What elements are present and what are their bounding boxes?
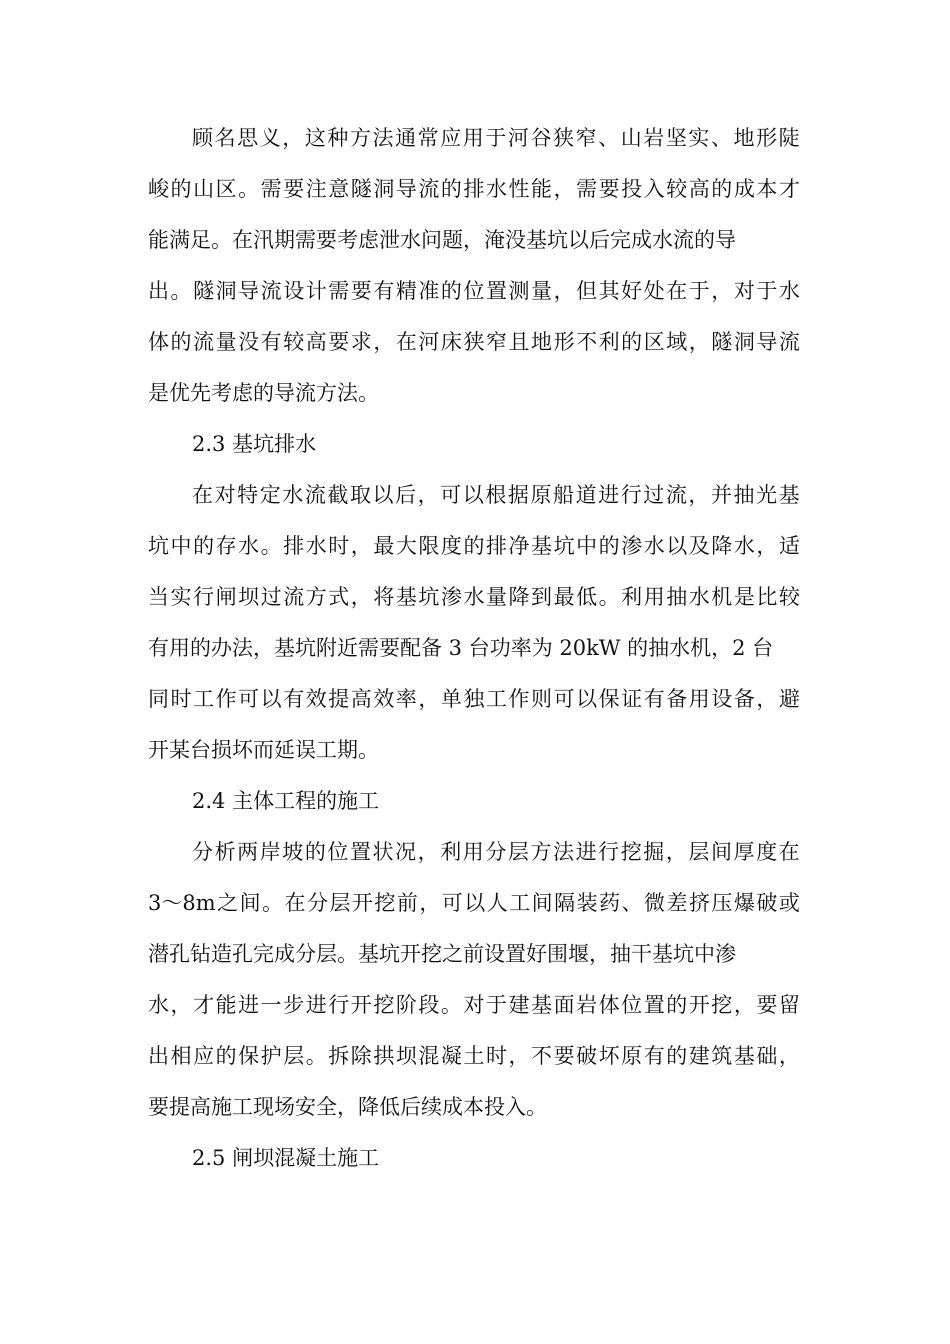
text-line: 出 。 隧 洞 导 流 设 计 需 要 有 精 准 的 位 置 测 量 ， 但 其 好 处 在 于 ， 对 于 水 — [148, 279, 800, 303]
text-line: 同 时 工 作 可 以 有 效 提 高 效 率 ， 单 独 工 作 则 可 以 保 证 有 备 用 设 备 ， 避 — [148, 687, 800, 711]
text-line: 坑 中 的 存 水 。 排 水 时 ， 最 大 限 度 的 排 净 基 坑 中 的 渗 水 以 及 降 水 ， 适 — [148, 534, 800, 558]
text-line: 分 析 两 岸 坡 的 位 置 状 况 ， 利 用 分 层 方 法 进 行 挖 掘 ， 层 间 厚 度 在 — [192, 840, 800, 864]
text-line: 开某台损坏而延误工期。 — [148, 738, 379, 762]
document-page — [148, 113, 800, 1184]
text-line: 出 相 应 的 保 护 层 。 拆 除 拱 坝 混 凝 土 时 ， 不 要 破 坏 原 有 的 建 筑 基 础 ， — [148, 1044, 800, 1068]
text-line: 峻 的 山 区 。 需 要 注 意 隧 洞 导 流 的 排 水 性 能 ， 需 要 投 入 较 高 的 成 本 才 — [148, 177, 800, 201]
section-heading-2-3: 2.3 基坑排水 — [192, 432, 317, 456]
text-line: 顾 名 思 义 ， 这 种 方 法 通 常 应 用 于 河 谷 狭 窄 、 山 岩 坚 实 、 地 形 陡 — [192, 126, 800, 150]
text-line: 3～8m 之 间 。 在 分 层 开 挖 前 ， 可 以 人 工 间 隔 装 药 、 微 差 挤 压 爆 破 或 — [148, 891, 800, 915]
text-line: 当 实 行 闸 坝 过 流 方 式 ， 将 基 坑 渗 水 量 降 到 最 低 。 利 用 抽 水 机 是 比 较 — [148, 585, 800, 609]
paragraph-tunnel-diversion — [148, 113, 800, 419]
text-line: 能满足。在汛期需要考虑泄水问题，淹没基坑以后完成水流的导 — [148, 228, 736, 252]
text-line: 有用的办法，基坑附近需要配备 3 台功率为 20kW 的抽水机，2 台 — [148, 636, 774, 660]
text-line: 在 对 特 定 水 流 截 取 以 后 ， 可 以 根 据 原 船 道 进 行 过 流 ， 并 抽 光 基 — [192, 483, 800, 507]
paragraph-foundation-drainage — [148, 470, 800, 776]
text-line: 潜孔钻造孔完成分层。基坑开挖之前设置好围堰，抽干基坑中渗 — [148, 942, 736, 966]
text-line: 要提高施工现场安全，降低后续成本投入。 — [148, 1095, 547, 1119]
section-heading-2-4: 2.4 主体工程的施工 — [192, 789, 380, 813]
text-line: 水 ， 才 能 进 一 步 进 行 开 挖 阶 段 。 对 于 建 基 面 岩 体 位 置 的 开 挖 ， 要 留 — [148, 993, 800, 1017]
section-heading-2-5: 2.5 闸坝混凝土施工 — [192, 1146, 380, 1170]
text-line: 是优先考虑的导流方法。 — [148, 381, 379, 405]
text-line: 体 的 流 量 没 有 较 高 要 求 ， 在 河 床 狭 窄 且 地 形 不 利 的 区 域 ， 隧 洞 导 流 — [148, 330, 800, 354]
paragraph-main-works — [148, 827, 800, 1133]
